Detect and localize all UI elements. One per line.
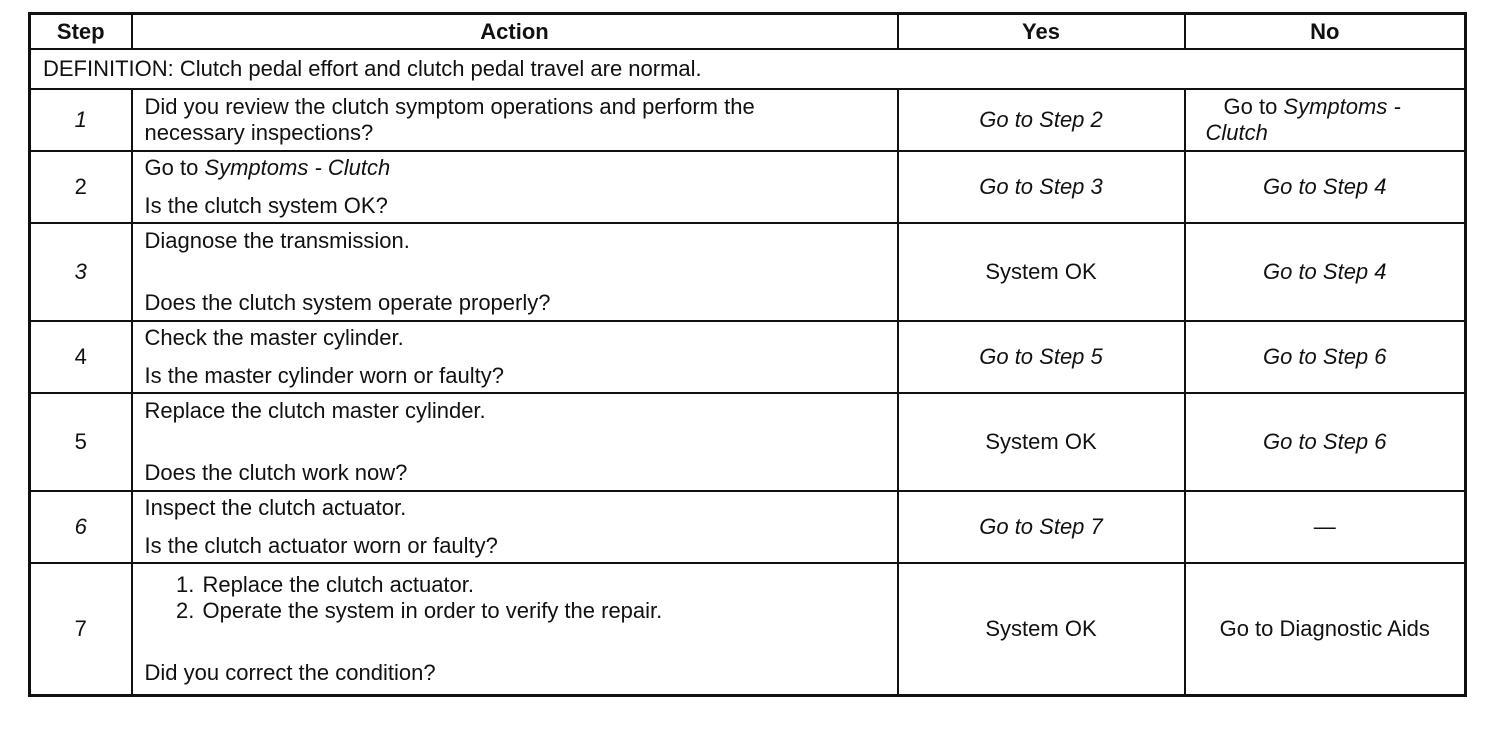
action-cell [132, 491, 898, 563]
step-number: 5 [30, 393, 132, 491]
action-cell [132, 321, 898, 393]
no-result-link: Symptoms - [1283, 94, 1401, 119]
header-yes: Yes [898, 14, 1185, 50]
header-no: No [1185, 14, 1466, 50]
step-number: 7 [30, 563, 132, 695]
action-question: Does the clutch work now? [144, 460, 408, 485]
action-list [145, 572, 885, 624]
step-number: 6 [30, 491, 132, 563]
action-line: Diagnose the transmission. [144, 228, 410, 253]
action-cell [132, 151, 898, 223]
table-row [30, 151, 1466, 223]
step-number: 4 [30, 321, 132, 393]
action-link: Symptoms - Clutch [204, 155, 391, 180]
yes-result: System OK [898, 393, 1185, 491]
step-number: 2 [30, 151, 132, 223]
no-result: Go to Step 6 [1185, 393, 1466, 491]
table-row [30, 563, 1466, 695]
header-action: Action [132, 14, 898, 50]
no-result: Go to Step 6 [1185, 321, 1466, 393]
table-row [30, 491, 1466, 563]
action-cell [132, 89, 898, 151]
yes-result: Go to Step 2 [898, 89, 1185, 151]
action-question: Is the clutch system OK? [144, 193, 388, 218]
step-number: 1 [30, 89, 132, 151]
step-number: 3 [30, 223, 132, 321]
yes-result: Go to Step 3 [898, 151, 1185, 223]
definition-text: DEFINITION: Clutch pedal effort and clutch pedal travel are normal. [30, 49, 1466, 89]
header-step: Step [30, 14, 132, 50]
action-line: Inspect the clutch actuator. [144, 495, 407, 520]
action-line: Replace the clutch master cylinder. [144, 398, 486, 423]
yes-result: Go to Step 7 [898, 491, 1185, 563]
no-result: — [1185, 491, 1466, 563]
no-result: Go to Step 4 [1185, 151, 1466, 223]
action-line: Check the master cylinder. [144, 325, 404, 350]
action-line: necessary inspections? [144, 120, 374, 145]
action-cell [132, 563, 898, 695]
no-result: Go to Step 4 [1185, 223, 1466, 321]
action-cell [132, 393, 898, 491]
action-question: Did you correct the condition? [144, 659, 436, 685]
table-row [30, 223, 1466, 321]
no-result: Go to Diagnostic Aids [1185, 563, 1466, 695]
yes-result: System OK [898, 223, 1185, 321]
yes-result: System OK [898, 563, 1185, 695]
table-row [30, 89, 1466, 151]
yes-result: Go to Step 5 [898, 321, 1185, 393]
action-line: Did you review the clutch symptom operations and perform the [144, 94, 755, 119]
diagnostic-page [28, 12, 1464, 697]
table-header-row [30, 14, 1466, 50]
action-question: Does the clutch system operate properly? [144, 290, 551, 315]
action-cell [132, 223, 898, 321]
definition-row [30, 49, 1466, 89]
no-result [1185, 89, 1466, 151]
table-row [30, 321, 1466, 393]
table-row [30, 393, 1466, 491]
action-list-item: 2. Operate the system in order to verify the repair. [201, 598, 885, 624]
action-prefix: Go to [144, 155, 205, 180]
no-result-link-cont: Clutch [1205, 120, 1268, 145]
action-line [145, 155, 885, 181]
action-question: Is the master cylinder worn or faulty? [144, 363, 504, 388]
no-result-prefix: Go to [1223, 94, 1284, 119]
action-question: Is the clutch actuator worn or faulty? [144, 533, 498, 558]
action-list-item: 1. Replace the clutch actuator. [201, 572, 885, 598]
diagnostic-table [28, 12, 1467, 697]
